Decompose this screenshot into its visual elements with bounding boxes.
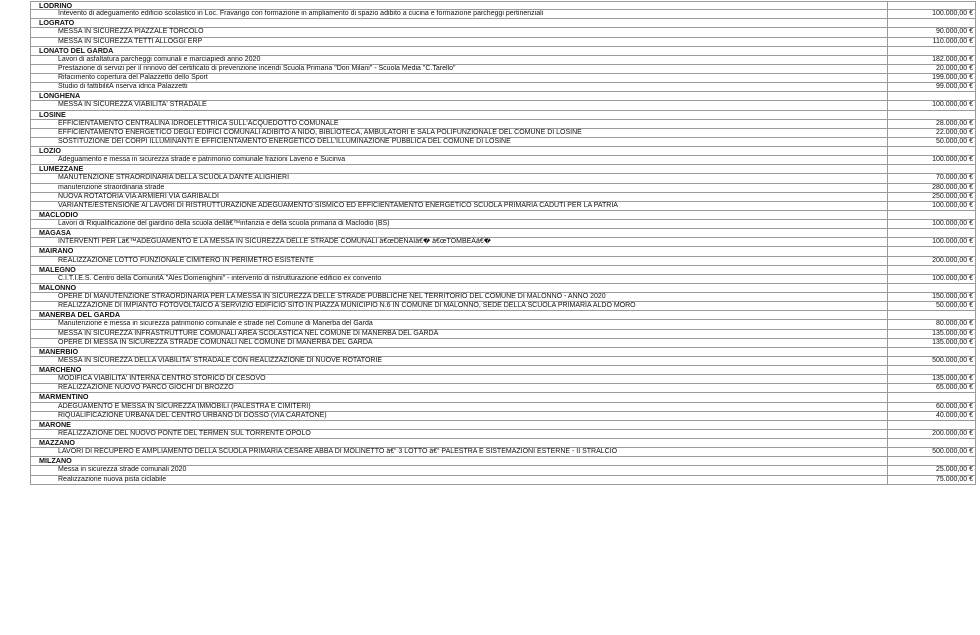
- municipality-name: MAGASA: [31, 229, 888, 237]
- municipality-row: [30, 366, 976, 375]
- project-amount: 200.000,00 €: [932, 256, 973, 264]
- project-row: [30, 302, 976, 311]
- municipality-row: [30, 393, 976, 402]
- project-amount: 500.000,00 €: [932, 356, 973, 364]
- project-amount: 199.000,00 €: [932, 74, 973, 81]
- project-amount: 280.000,00 €: [932, 183, 973, 191]
- municipality-row: [30, 1, 976, 10]
- municipality-row: [30, 266, 976, 275]
- project-amount: 250.000,00 €: [932, 192, 973, 200]
- project-row: [30, 357, 976, 366]
- project-row: [30, 129, 976, 138]
- municipality-name: MANERBIO: [31, 348, 888, 356]
- project-amount: 100.000,00 €: [932, 10, 973, 18]
- project-amount: 50.000,00 €: [936, 137, 973, 145]
- project-row: [30, 403, 976, 412]
- project-row: [30, 74, 976, 83]
- project-description: REALIZZAZIONE NUOVO PARCO GIOCHI DI BROZZO: [31, 384, 888, 392]
- project-row: [30, 257, 976, 266]
- project-amount: 110.000,00 €: [932, 37, 973, 45]
- municipality-name: MARONE: [31, 421, 888, 429]
- municipality-row: [30, 439, 976, 448]
- project-description: MESSA IN SICUREZZA PIAZZALE TORCOLO: [31, 28, 888, 36]
- project-description: NUOVA ROTATORIA VIA ARMIERI VIA GARIBALDI: [31, 193, 888, 201]
- municipality-row: [30, 111, 976, 120]
- project-amount: 40.000,00 €: [936, 411, 973, 419]
- municipality-row: [30, 348, 976, 357]
- project-row: [30, 275, 976, 284]
- project-amount: 20.000,00 €: [936, 64, 973, 72]
- municipality-row: [30, 247, 976, 256]
- project-description: C.I.T.I.E.S. Centro della ComunitÃ "Ales Domenighini" - intervento di ristrutturazione edificio ex convento: [31, 275, 888, 283]
- project-description: Prestazione di servizi per il rinnovo del certificato di prevenzione incendi Scuola Primaria "Don Milani" - Scuola Media "C.Tarello": [31, 65, 888, 73]
- project-row: [30, 38, 976, 47]
- project-description: MESSA IN SICUREZZA INFRASTRUTTURE COMUNALI AREA SCOLASTICA NEL COMUNE DI MANERBA DEL GARDA: [31, 330, 888, 338]
- project-row: [30, 101, 976, 110]
- project-row: [30, 466, 976, 475]
- municipality-name: LOGRATO: [31, 19, 888, 27]
- project-description: manutenzione straordinaria strade: [31, 184, 888, 192]
- project-description: MESSA IN SICUREZZA TETTI ALLOGGI ERP: [31, 38, 888, 46]
- project-amount: 22.000,00 €: [936, 128, 973, 136]
- municipality-name: LOZIO: [31, 147, 888, 155]
- project-description: INTERVENTI PER Lâ€™ADEGUAMENTO E LA MESSA IN SICUREZZA DELLE STRADE COMUNALI â€œDENAIâ€� â€œTOMBEAâ€�: [31, 238, 888, 246]
- municipality-row: [30, 165, 976, 174]
- project-description: Lavori di asfaltatura parcheggi comunali e marciapiedi anno 2020: [31, 56, 888, 64]
- municipality-name: MILZANO: [31, 457, 888, 465]
- project-row: [30, 202, 976, 211]
- project-description: OPERE DI MANUTENZIONE STRAORDINARIA PER LA MESSA IN SICUREZZA DELLE STRADE PUBBLICHE NEL TERRITORIO DEL COMUNE DI MALONNO - ANNO 2020: [31, 293, 888, 301]
- project-amount: 60.000,00 €: [936, 402, 973, 410]
- municipality-name: LOSINE: [31, 111, 888, 119]
- project-amount: 100.000,00 €: [932, 201, 973, 209]
- project-amount: 100.000,00 €: [932, 238, 973, 246]
- project-description: Realizzazione nuova pista ciclabile: [31, 476, 888, 484]
- project-description: MANUTENZIONE STRAORDINARIA DELLA SCUOLA DANTE ALIGHIERI: [31, 174, 888, 182]
- project-description: Lavori di Riqualificazione del giardino della scuola dellâ€™infanzia e della scuola primaria di Maclodio (BS): [31, 220, 888, 228]
- project-row: [30, 320, 976, 329]
- project-row: [30, 56, 976, 65]
- municipality-row: [30, 92, 976, 101]
- municipality-name: MAZZANO: [31, 439, 888, 447]
- project-description: VARIANTE/ESTENSIONE AI LAVORI DI RISTRUTTURAZIONE ADEGUAMENTO SISMICO ED EFFICIENTAMENTO ENERGETICO SCUOLA PRIMARIA CADUTI PER LA PATRIA: [31, 202, 888, 210]
- project-amount: 100.000,00 €: [932, 274, 973, 282]
- municipality-row: [30, 421, 976, 430]
- municipality-row: [30, 47, 976, 56]
- municipality-name: LONATO DEL GARDA: [31, 47, 888, 55]
- project-amount: 75.000,00 €: [936, 475, 973, 483]
- project-description: RIQUALIFICAZIONE URBANA DEL CENTRO URBANO DI DOSSO (VIA CARATONE): [31, 412, 888, 420]
- project-amount: 100.000,00 €: [932, 220, 973, 227]
- municipality-row: [30, 311, 976, 320]
- municipality-row: [30, 211, 976, 220]
- municipality-name: MANERBA DEL GARDA: [31, 311, 888, 319]
- project-description: SOSTITUZIONE DEI CORPI ILLUMINANTI E EFFICIENTAMENTO ENERGETICO DELL'ILLUMINAZIONE PUBBLICA DEL COMUNE DI LOSINE: [31, 138, 888, 146]
- project-amount: 90.000,00 €: [936, 28, 973, 36]
- project-row: [30, 330, 976, 339]
- project-amount: 100.000,00 €: [932, 101, 973, 109]
- project-row: [30, 174, 976, 183]
- municipality-name: LODRINO: [31, 2, 888, 9]
- municipality-name: MAIRANO: [31, 247, 888, 255]
- municipality-name: MARCHENO: [31, 366, 888, 374]
- project-description: Rifacimento copertura del Palazzetto dello Sport: [31, 74, 888, 82]
- project-amount: 182.000,00 €: [932, 55, 973, 63]
- project-description: MESSA IN SICUREZZA DELLA VIABILITA' STRADALE CON REALIZZAZIONE DI NUOVE ROTATORIE: [31, 357, 888, 365]
- project-row: [30, 10, 976, 19]
- municipality-name: LUMEZZANE: [31, 165, 888, 173]
- project-row: [30, 412, 976, 421]
- project-amount: 80.000,00 €: [936, 320, 973, 328]
- project-row: [30, 339, 976, 348]
- project-description: EFFICIENTAMENTO CENTRALINA IDROELETTRICA SULL'ACQUEDOTTO COMUNALE: [31, 120, 888, 128]
- spreadsheet-table: [30, 1, 976, 485]
- project-description: LAVORI DI RECUPERO E AMPLIAMENTO DELLA SCUOLA PRIMARIA CESARE ABBA DI MOLINETTO â€“ 3 LOTTO â€“ PALESTRA E SISTEMAZIONI ESTERNE - II STRALCIO: [31, 448, 888, 456]
- municipality-name: LONGHENA: [31, 92, 888, 100]
- project-description: REALIZZAZIONE LOTTO FUNZIONALE CIMITERO IN PERIMETRO ESISTENTE: [31, 257, 888, 265]
- project-row: [30, 375, 976, 384]
- project-row: [30, 83, 976, 92]
- project-amount: 28.000,00 €: [936, 119, 973, 127]
- project-row: [30, 138, 976, 147]
- project-description: REALIZZAZIONE DEL NUOVO PONTE DEL TERMEN SUL TORRENTE OPOLO: [31, 430, 888, 438]
- project-row: [30, 293, 976, 302]
- project-row: [30, 28, 976, 37]
- project-row: [30, 448, 976, 457]
- project-amount: 135.000,00 €: [932, 338, 973, 346]
- project-row: [30, 430, 976, 439]
- project-amount: 150.000,00 €: [932, 293, 973, 300]
- project-description: Studio di fattibilitÃ riserva idrica Palazzetti: [31, 83, 888, 91]
- project-row: [30, 120, 976, 129]
- municipality-row: [30, 19, 976, 28]
- municipality-name: MALONNO: [31, 284, 888, 292]
- project-amount: 25.000,00 €: [936, 466, 973, 474]
- project-amount: 500.000,00 €: [932, 448, 973, 456]
- municipality-row: [30, 457, 976, 466]
- project-description: OPERE DI MESSA IN SICUREZZA STRADE COMUNALI NEL COMUNE DI MANERBA DEL GARDA: [31, 339, 888, 347]
- project-amount: 100.000,00 €: [932, 156, 973, 164]
- municipality-name: MARMENTINO: [31, 393, 888, 401]
- project-row: [30, 476, 976, 485]
- project-row: [30, 193, 976, 202]
- project-description: Adeguamento e messa in sicurezza strade e patrimonio comunale frazioni Laveno e Sucinva: [31, 156, 888, 164]
- project-amount: 50.000,00 €: [936, 302, 973, 310]
- project-description: EFFICIENTAMENTO ENERGETICO DEGLI EDIFICI COMUNALI ADIBITO A NIDO, BIBLIOTECA, AMBULATORI E SALA POLIFUNZIONALE DEL COMUNE DI LOSINE: [31, 129, 888, 137]
- municipality-row: [30, 229, 976, 238]
- project-amount: 135.000,00 €: [932, 329, 973, 337]
- municipality-name: MALEGNO: [31, 266, 888, 274]
- project-amount: 99.000,00 €: [936, 83, 973, 91]
- project-row: [30, 220, 976, 229]
- project-amount: 135.000,00 €: [932, 375, 973, 383]
- project-description: Intevento di adeguamento edificio scolastico in Loc. Fravango con formazione in ampliamento di spazio adibito a cucina e formazione parcheggi pertinenziali: [31, 10, 888, 18]
- municipality-name: MACLODIO: [31, 211, 888, 219]
- project-description: MODIFICA VIABILITA' INTERNA CENTRO STORICO DI CESOVO: [31, 375, 888, 383]
- project-row: [30, 384, 976, 393]
- project-description: Manutenzione e messa in sicurezza patrimonio comunale e strade nel Comune di Manerba del Garda: [31, 320, 888, 328]
- project-amount: 70.000,00 €: [936, 174, 973, 182]
- project-row: [30, 65, 976, 74]
- project-description: Messa in sicurezza strade comunali 2020: [31, 466, 888, 474]
- project-amount: 65.000,00 €: [936, 384, 973, 392]
- municipality-row: [30, 147, 976, 156]
- project-row: [30, 184, 976, 193]
- project-amount: 200.000,00 €: [932, 429, 973, 437]
- project-description: MESSA IN SICUREZZA VIABILITA' STRADALE: [31, 101, 888, 109]
- project-row: [30, 238, 976, 247]
- project-row: [30, 156, 976, 165]
- municipality-row: [30, 284, 976, 293]
- project-description: REALIZZAZIONE DI IMPIANTO FOTOVOLTAICO A SERVIZIO EDIFICIO SITO IN PIAZZA MUNICIPIO N.6 IN COMUNE DI MALONNO, SEDE DELLA SCUOLA PRIMARIA ALDO MORO: [31, 302, 888, 310]
- project-description: ADEGUAMENTO E MESSA IN SICUREZZA IMMOBILI (PALESTRA E CIMITERI): [31, 403, 888, 411]
